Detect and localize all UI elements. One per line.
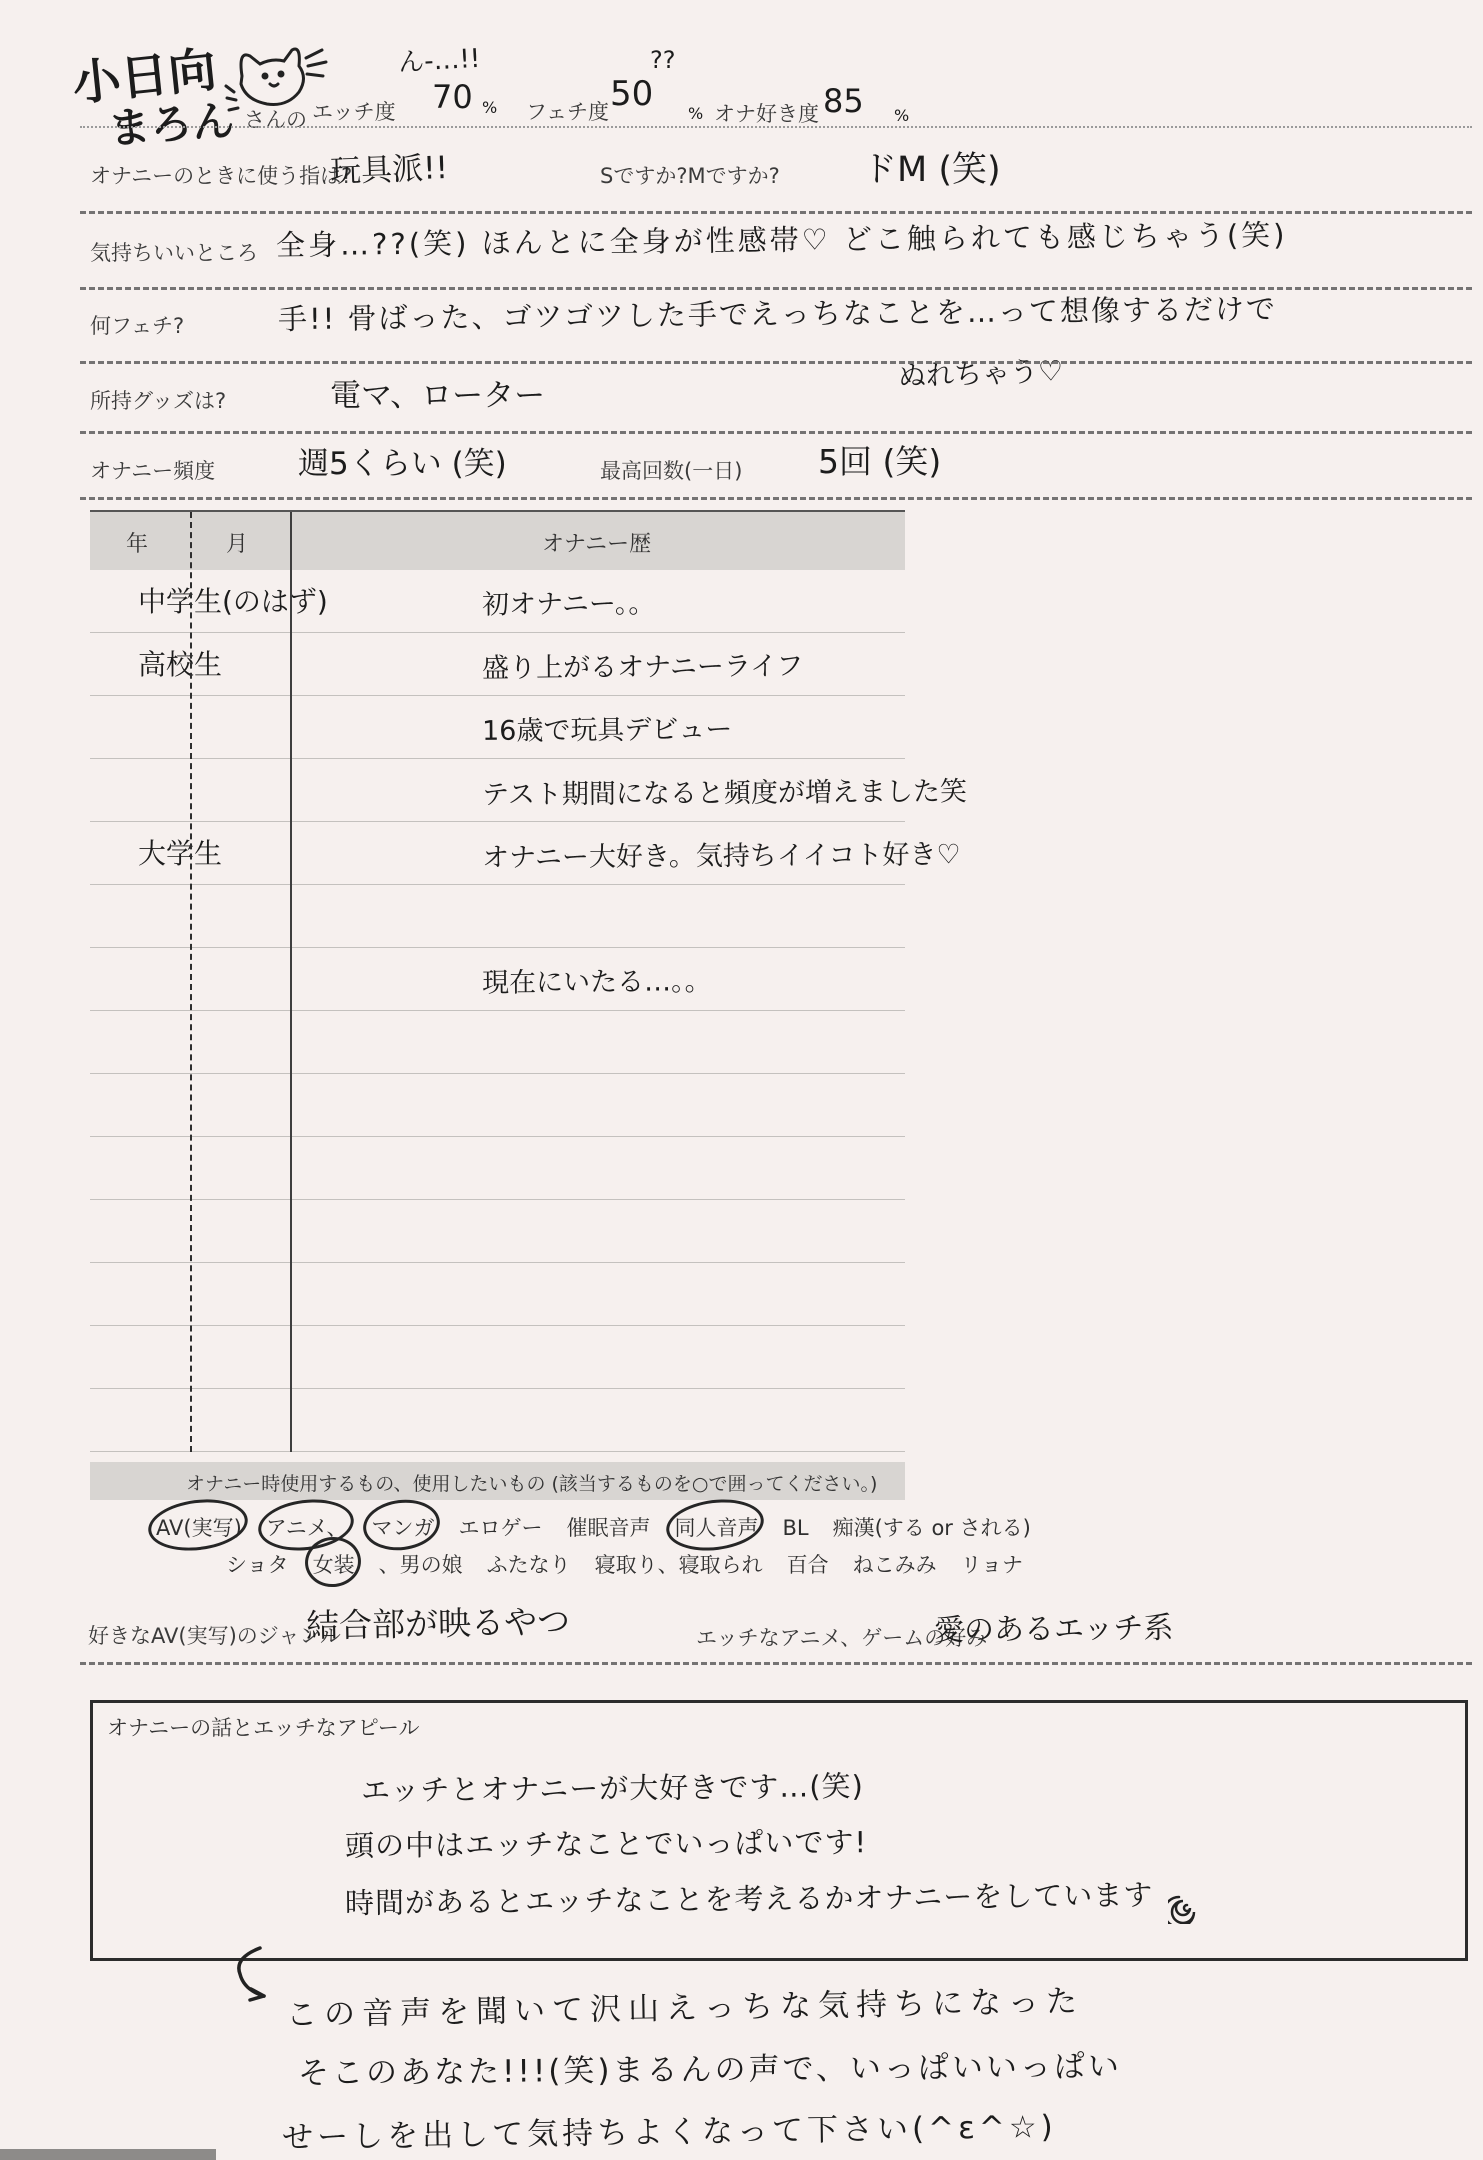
table-row xyxy=(90,1200,905,1263)
answer-fingers: 玩具派!! xyxy=(329,149,449,191)
history-entry: 現在にいたる…。。 xyxy=(481,966,712,999)
appeal-line: エッチとオナニーが大好きです…(笑) xyxy=(360,1769,865,1808)
table-row xyxy=(90,822,961,885)
table-dashed-column-line xyxy=(190,512,192,1452)
stat-label-ecchi: エッチ度 xyxy=(312,100,396,124)
table-solid-column-line xyxy=(290,512,292,1452)
checklist-item: 催眠音声 xyxy=(566,1516,651,1540)
checklist-item: ショタ xyxy=(226,1553,289,1577)
checklist-item-circled: AV(実写) xyxy=(156,1512,242,1542)
checklist-item-circled: アニメ、 xyxy=(266,1512,348,1542)
stat-unit: % xyxy=(894,106,910,125)
stat-unit: % xyxy=(688,104,704,123)
answer-anime-genre: 愛のあるエッチ系 xyxy=(933,1610,1174,1649)
label-av-genre: 好きなAV(実写)のジャンル xyxy=(88,1624,341,1648)
history-year: 大学生 xyxy=(138,837,223,870)
question-fetish: 何フェチ? xyxy=(90,314,185,338)
checklist-item: ふたなり xyxy=(486,1553,571,1577)
dotted-divider xyxy=(80,126,1472,128)
stat-note: ?? xyxy=(650,46,676,74)
footer-lines xyxy=(281,1982,1123,2156)
answer-av-genre: 結合部が映るやつ xyxy=(305,1601,571,1646)
footer-line: そこのあなた!!!(笑)まるんの声で、いっぱいいっぱい xyxy=(297,2048,1123,2092)
checklist-item: BL xyxy=(782,1516,809,1540)
checklist-item-circled: マンガ xyxy=(371,1512,434,1542)
curved-arrow-doodle-icon xyxy=(226,1944,278,2002)
answer-fetish: 手!! 骨ばった、ゴツゴツした手でえっちなことを…って想像するだけで xyxy=(277,291,1278,337)
appeal-box xyxy=(90,1700,1468,1961)
history-rows xyxy=(90,570,968,1452)
table-row xyxy=(90,1326,905,1389)
checklist-item: 、男の娘 xyxy=(378,1553,463,1577)
scan-edge-artifact xyxy=(0,2149,216,2160)
stat-label-fetish: フェチ度 xyxy=(526,100,609,124)
table-row xyxy=(90,1074,905,1137)
table-row xyxy=(90,570,905,633)
margin-note: ん-…!! xyxy=(397,43,482,79)
question-max-count: 最高回数(一日) xyxy=(600,459,743,483)
table-row xyxy=(90,1263,905,1326)
name-suffix-label: さんの xyxy=(244,108,307,132)
answer-max-count: 5回 (笑) xyxy=(818,442,942,481)
stat-value-ona: 85 xyxy=(823,82,864,120)
dashed-divider xyxy=(80,497,1472,500)
question-s-or-m: Sですか?Mですか? xyxy=(600,164,780,188)
answer-fetish-line2: ぬれちゃう♡ xyxy=(897,354,1064,393)
label-anime-genre: エッチなアニメ、ゲームの好み xyxy=(696,1626,988,1650)
column-header-month: 月 xyxy=(226,532,249,557)
checklist-header-bar xyxy=(90,1462,905,1500)
stat-unit: % xyxy=(482,98,498,117)
stat-value-ecchi: 70 xyxy=(432,78,473,116)
name-line2: まろん xyxy=(106,95,236,154)
history-year: 高校生 xyxy=(138,648,223,681)
appeal-line: 頭の中はエッチなことでいっぱいです! xyxy=(344,1825,868,1863)
column-header-year: 年 xyxy=(126,532,149,557)
history-table xyxy=(90,510,968,1452)
question-goods: 所持グッズは? xyxy=(90,389,227,413)
dashed-divider xyxy=(80,1662,1472,1665)
spiral-doodle-icon xyxy=(1168,1888,1204,1924)
table-row xyxy=(90,1137,905,1200)
question-fingers: オナニーのときに使う指は? xyxy=(90,164,353,188)
question-frequency: オナニー頻度 xyxy=(90,459,216,483)
history-year: 中学生(のはず) xyxy=(138,585,328,618)
table-row xyxy=(90,633,905,696)
footer-line: せーしを出して気持ちよくなって下さい(^ε^☆) xyxy=(281,2109,1057,2156)
history-entry: 初オナニー。。 xyxy=(481,588,656,621)
answer-goods: 電マ、ローター xyxy=(330,378,546,414)
name-line1: 小日向 xyxy=(69,41,220,113)
checklist-item: 百合 xyxy=(786,1553,829,1577)
checklist-item: 痴漢(する or される) xyxy=(832,1516,1031,1540)
column-header-history: オナニー歴 xyxy=(542,532,652,557)
checklist-row-2 xyxy=(226,1549,1047,1579)
checklist-item: 寝取り、寝取られ xyxy=(594,1553,763,1577)
checklist-item: エロゲー xyxy=(458,1516,543,1540)
stat-label-ona: オナ好き度 xyxy=(714,102,819,126)
history-entry: オナニー大好き。気持ちイイコト好き♡ xyxy=(481,839,961,874)
appeal-lines xyxy=(344,1765,1154,1921)
appeal-line: 時間があるとエッチなことを考えるかオナニーをしています xyxy=(344,1877,1154,1921)
history-entry: テスト期間になると頻度が増えました笑 xyxy=(481,776,968,811)
history-entry: 16歳で玩具デビュー xyxy=(481,714,733,747)
appeal-box-title: オナニーの話とエッチなアピール xyxy=(107,1716,420,1740)
dashed-divider xyxy=(80,361,1472,364)
checklist-item-circled: 女装 xyxy=(313,1549,355,1579)
history-table-header xyxy=(90,512,905,570)
table-row xyxy=(90,1389,905,1452)
answer-s-or-m: ドM (笑) xyxy=(862,150,1001,190)
table-row xyxy=(90,696,905,759)
table-row xyxy=(90,759,968,822)
checklist-item: ねこみみ xyxy=(852,1553,937,1577)
answer-good-spot: 全身…??(笑) ほんとに全身が性感帯♡ どこ触られても感じちゃう(笑) xyxy=(275,217,1288,263)
answer-frequency: 週5くらい (笑) xyxy=(298,446,507,482)
table-row xyxy=(90,1011,905,1074)
question-good-spot: 気持ちいいところ xyxy=(90,241,258,265)
dashed-divider xyxy=(80,431,1472,434)
checklist-title: オナニー時使用するもの、使用したいもの (該当するものを○で囲ってください。) xyxy=(186,1473,878,1495)
history-entry: 盛り上がるオナニーライフ xyxy=(481,650,804,685)
checklist-row-1 xyxy=(156,1512,1055,1542)
checklist-item-circled: 同人音声 xyxy=(674,1512,758,1542)
footer-line: この音声を聞いて沢山えっちな気持ちになった xyxy=(285,1983,1085,2034)
table-row xyxy=(90,948,905,1011)
stat-value-fetish: 50 xyxy=(610,74,654,114)
table-row xyxy=(90,885,905,948)
checklist-item: リョナ xyxy=(960,1553,1023,1577)
